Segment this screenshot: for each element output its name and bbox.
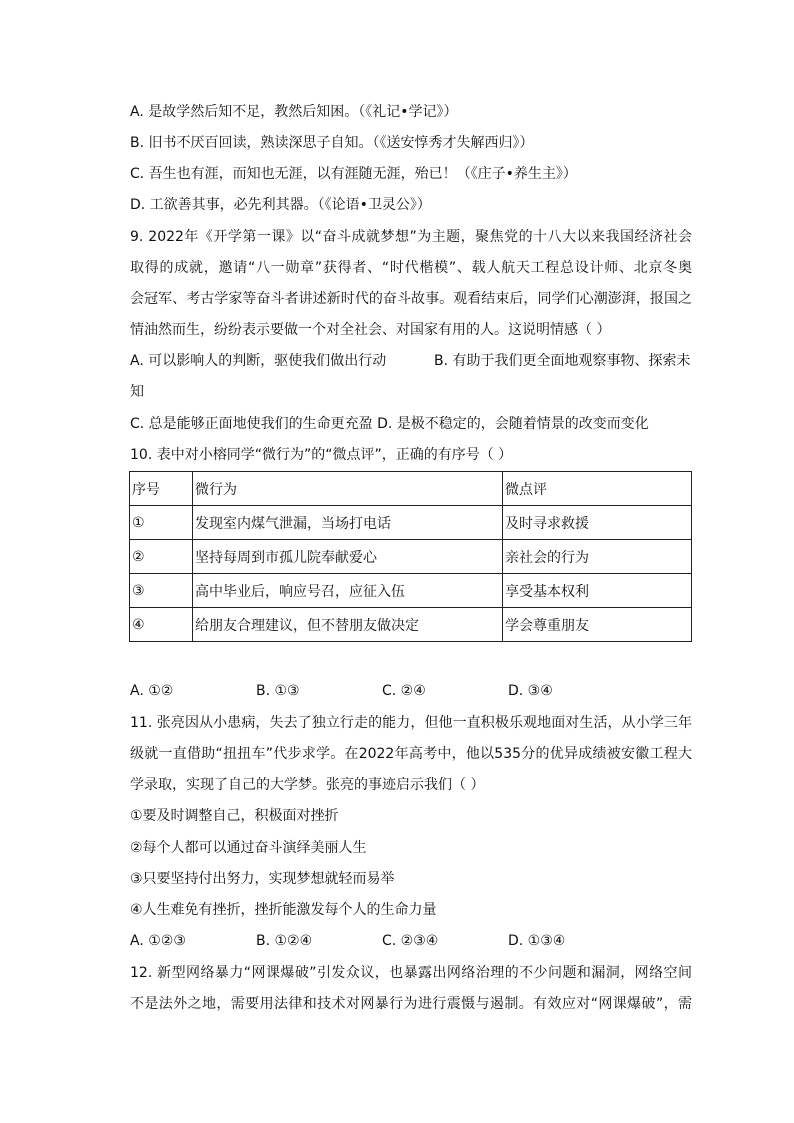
q10-option-b: B. ①③ bbox=[256, 683, 300, 699]
q9-option-c-d: C. 总是能够正面地使我们的生命更充盈 D. 是极不稳定的，会随着情景的改变而变化 bbox=[130, 416, 649, 432]
q11-stem-line-3: 学录取，实现了自己的大学梦。张亮的事迹启示我们（ ） bbox=[130, 777, 485, 793]
q9-option-a: A. 可以影响人的判断，驱使我们做出行动 bbox=[130, 353, 387, 369]
q8-option-b: B. 旧书不厌百回读，熟读深思子自知。（《送安惇秀才失解西归》） bbox=[130, 135, 534, 151]
table-cell: 学会尊重朋友 bbox=[503, 608, 692, 642]
q11-option-d: D. ①③④ bbox=[508, 933, 566, 949]
table-cell: 及时寻求救援 bbox=[503, 506, 692, 540]
q8-option-a: A. 是故学然后知不足，教然后知困。（《礼记•学记》） bbox=[130, 104, 458, 120]
q9-option-b-wrap: 知 bbox=[130, 384, 144, 400]
q10-stem: 10. 表中对小榕同学“微行为”的“微点评”，正确的有序号（ ） bbox=[130, 447, 513, 463]
q10-option-c: C. ②④ bbox=[382, 683, 426, 699]
table-row bbox=[130, 540, 692, 574]
table-cell: ③ bbox=[130, 574, 193, 608]
q8-option-c: C. 吾生也有涯，而知也无涯，以有涯随无涯，殆已！（《庄子•养生主》） bbox=[130, 166, 577, 182]
q9-stem-line-1: 9. 2022年《开学第一课》以“奋斗成就梦想”为主题，聚焦党的十八大以来我国经济社会 bbox=[130, 229, 692, 245]
q11-stem-line-1: 11. 张亮因从小患病，失去了独立行走的能力，但他一直积极乐观地面对生活，从小学三年 bbox=[130, 715, 692, 731]
q9-stem-line-3: 会冠军、考古学家等奋斗者讲述新时代的奋斗故事。观看结束后，同学们心潮澎湃，报国之 bbox=[130, 291, 692, 307]
q11-option-a: A. ①②③ bbox=[130, 933, 186, 949]
table-header-cell: 微行为 bbox=[193, 472, 503, 506]
table-header-row bbox=[130, 472, 692, 506]
table-cell: ④ bbox=[130, 608, 193, 642]
q11-statement-4: ④人生难免有挫折，挫折能激发每个人的生命力量 bbox=[130, 902, 437, 918]
q9-stem-line-2: 取得的成就，邀请“八一勋章”获得者、“时代楷模”、载人航天工程总设计师、北京冬奥 bbox=[130, 260, 692, 276]
table-header-cell: 序号 bbox=[130, 472, 193, 506]
table-row bbox=[130, 608, 692, 642]
table-cell: 给朋友合理建议，但不替朋友做决定 bbox=[193, 608, 503, 642]
q11-option-b: B. ①②④ bbox=[256, 933, 313, 949]
q11-statement-2: ②每个人都可以通过奋斗演绎美丽人生 bbox=[130, 840, 367, 856]
q11-statement-3: ③只要坚持付出努力，实现梦想就轻而易举 bbox=[130, 871, 395, 887]
q9-option-b: B. 有助于我们更全面地观察事物、探索未 bbox=[434, 353, 691, 369]
q11-statement-1: ①要及时调整自己，积极面对挫折 bbox=[130, 808, 339, 824]
table-cell: 高中毕业后，响应号召，应征入伍 bbox=[193, 574, 503, 608]
table-cell: 亲社会的行为 bbox=[503, 540, 692, 574]
q12-stem-line-1: 12. 新型网络暴力“网课爆破”引发众议，也暴露出网络治理的不少问题和漏洞，网络空间 bbox=[130, 965, 692, 981]
table-cell: 享受基本权利 bbox=[503, 574, 692, 608]
table-header-cell: 微点评 bbox=[503, 472, 692, 506]
table-cell: ② bbox=[130, 540, 193, 574]
q8-option-d: D. 工欲善其事，必先利其器。（《论语•卫灵公》） bbox=[130, 197, 431, 213]
table-cell: 坚持每周到市孤儿院奉献爱心 bbox=[193, 540, 503, 574]
table-row bbox=[130, 574, 692, 608]
behavior-review-table bbox=[129, 471, 692, 642]
q10-option-d: D. ③④ bbox=[508, 683, 553, 699]
q11-option-c: C. ②③④ bbox=[382, 933, 439, 949]
table-cell: 发现室内煤气泄漏，当场打电话 bbox=[193, 506, 503, 540]
table-cell: ① bbox=[130, 506, 193, 540]
q12-stem-line-2: 不是法外之地，需要用法律和技术对网暴行为进行震慑与遏制。有效应对“网课爆破”，需 bbox=[130, 996, 692, 1012]
q11-stem-line-2: 级就一直借助“扭扭车”代步求学。在2022年高考中，他以535分的优异成绩被安徽工程大 bbox=[130, 746, 692, 762]
table-row bbox=[130, 506, 692, 540]
q10-option-a: A. ①② bbox=[130, 683, 174, 699]
q9-stem-line-4: 情油然而生，纷纷表示要做一个对全社会、对国家有用的人。这说明情感（ ） bbox=[130, 322, 611, 338]
